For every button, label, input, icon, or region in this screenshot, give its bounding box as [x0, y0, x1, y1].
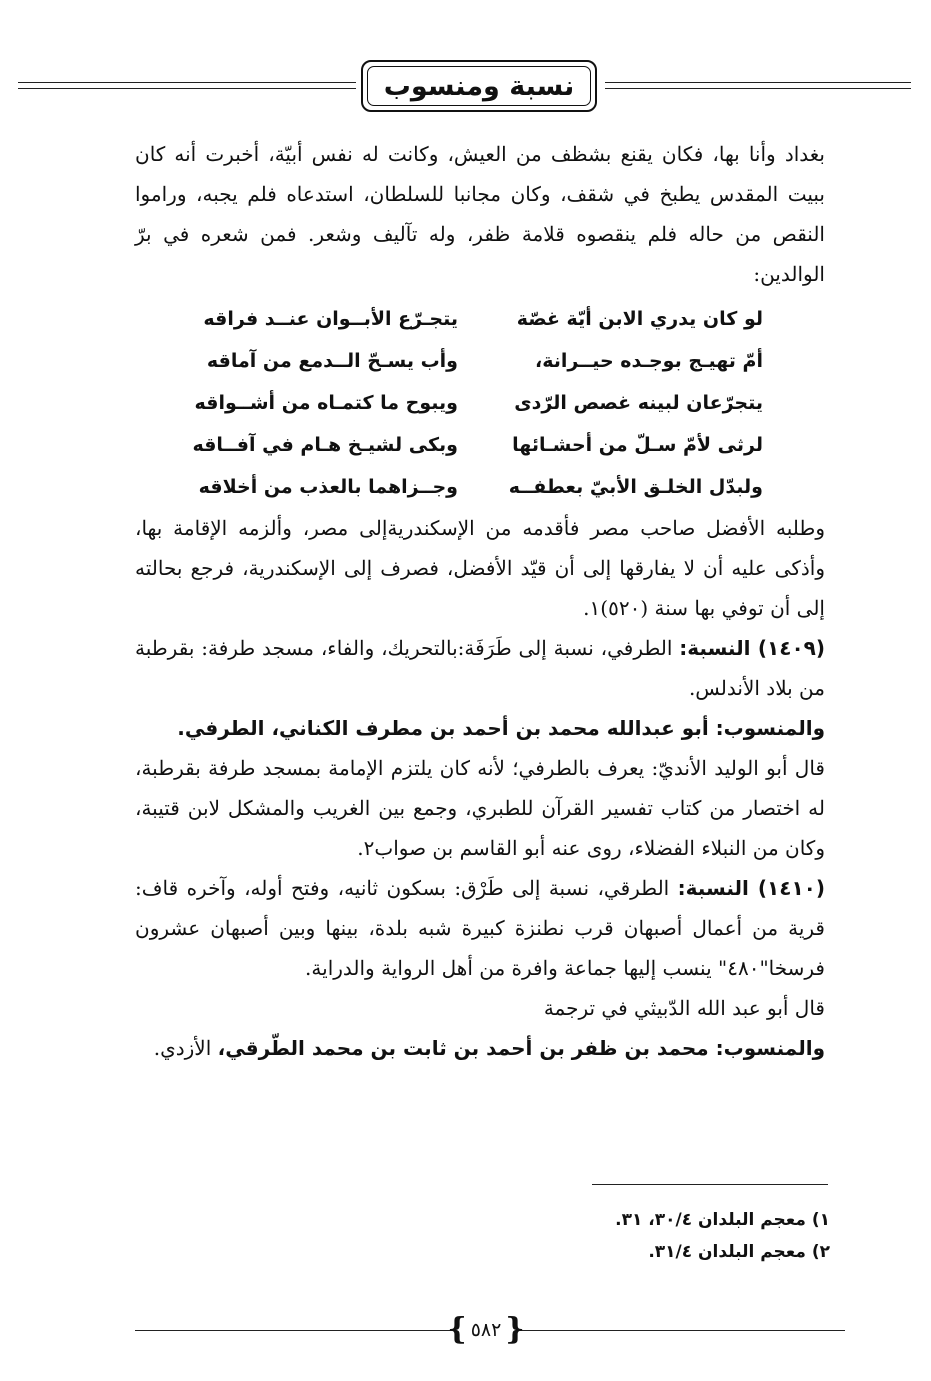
- page-number-box: [447, 1312, 525, 1348]
- entry-1409-detail: قال أبو الوليد الأنديّ: يعرف بالطرفي؛ لأنه كان يلتزم الإمامة بمسجد طرفة بقرطبة، له اختصار من كتاب تفسير القرآن للطبري، وجمع بين الغريب والمشكل لابن قتيبة، وكان من النبلاء الفضلاء، روى عنه أبو القاسم بن صواب٢.: [135, 756, 825, 860]
- header-frame-inner: [367, 66, 591, 106]
- main-text: [135, 134, 825, 1068]
- poem-verse: [135, 382, 763, 424]
- entry-1410-mansub-tail: الأزدي.: [153, 1036, 218, 1060]
- verse-first-hemistich: يتجرّعان لبينه غصص الرّدى: [514, 392, 763, 414]
- footnotes: [400, 1204, 830, 1268]
- verse-second-hemistich: يتجـرّع الأبــوان عنــد فراقه: [203, 308, 458, 330]
- header-rule-left-2: [18, 88, 356, 89]
- verse-first-hemistich: لرثى لأمّ سـلّ من أحشـائها: [512, 434, 763, 456]
- poem-verse: [135, 298, 763, 340]
- footnote-item: ٢) معجم البلدان ٣١/٤.: [648, 1242, 830, 1262]
- poem-verse: [135, 424, 763, 466]
- entry-1409: [135, 628, 825, 708]
- page-number: ٥٨٢: [470, 1319, 502, 1341]
- verse-first-hemistich: أمّ تهيـج بوجـده حيــرانة،: [535, 350, 763, 372]
- entry-1410-mansub-label: والمنسوب: محمد بن ظفر بن أحمد بن ثابت بن محمد الطّرقي،: [217, 1036, 825, 1060]
- page-number-rule-left: [135, 1330, 455, 1331]
- poem-verse: [135, 466, 763, 508]
- header-rule-left: [18, 82, 356, 83]
- entry-1410: [135, 868, 825, 988]
- verse-first-hemistich: لو كان يدري الابن أيّة غصّة: [516, 308, 763, 330]
- verse-first-hemistich: ولبدّل الخلـق الأبيّ بعطفــه: [508, 476, 763, 498]
- header-rule-right-2: [605, 88, 911, 89]
- paragraph-intro: بغداد وأنا بها، فكان يقنع بشظف من العيش، وكانت له نفس أبيّة، أخبرت أنه كان ببيت المقدس يطبخ في شقف، وكان مجانبا للسلطان، استدعاه فلم يجبه، وراموا النقص من حاله فلم ينقصوه قلامة ظفر، وله تآليف وشعر. فمن شعره في برّ الوالدين:: [135, 142, 825, 286]
- verse-second-hemistich: وأب يسـحّ الــدمع من آماقه: [206, 350, 458, 372]
- footnote-divider: [592, 1184, 828, 1185]
- entry-1409-text: الطرفي، نسبة إلى طَرَفَة:بالتحريك، والفاء، مسجد طرفة: بقرطبة من بلاد الأندلس.: [135, 636, 825, 700]
- entry-1410-label: (١٤١٠) النسبة:: [677, 876, 825, 900]
- entry-1410-note: قال أبو عبد الله الدّبيثي في ترجمة: [543, 996, 825, 1020]
- poem: [135, 298, 825, 508]
- paragraph-after-poem: وطلبه الأفضل صاحب مصر فأقدمه من الإسكندريةإلى مصر، وألزمه الإقامة بها، وأذكى عليه أن لا يفارقها إلى أن قيّد الأفضل، فصرف إلى الإسكندرية، فرجع بحالته إلى أن توفي بها سنة (٥٢٠)١.: [135, 516, 825, 620]
- page-title: نسبة ومنسوب: [383, 70, 575, 102]
- entry-1409-label: (١٤٠٩) النسبة:: [679, 636, 826, 660]
- verse-second-hemistich: ويبوح ما كتمـاه من أشــواقه: [194, 392, 458, 414]
- header-rule-right: [605, 82, 911, 83]
- brace-right-icon: }: [505, 1312, 525, 1347]
- entry-1410-text: الطرقي، نسبة إلى طَرْق: بسكون ثانيه، وفتح أوله، وآخره قاف: قرية من أعمال أصبهان قرب نطنزة كبيرة شبه بلدة، بينها وبين أصبهان عشرون فرسخا"٤٨٠" ينسب إليها جماعة وافرة من أهل الرواية والدراية.: [135, 876, 825, 980]
- brace-left-icon: {: [447, 1312, 467, 1347]
- page-number-rule-right: [520, 1330, 845, 1331]
- verse-second-hemistich: وجــزاهما بالعذب من أخلاقه: [198, 476, 458, 498]
- entry-1409-mansub: والمنسوب: أبو عبدالله محمد بن أحمد بن مطرف الكناني، الطرفي.: [177, 716, 825, 740]
- entry-1410-mansub: [135, 1028, 825, 1068]
- header-frame: [361, 60, 597, 112]
- footnote-item: ١) معجم البلدان ٣٠/٤، ٣١.: [615, 1210, 830, 1230]
- poem-verse: [135, 340, 763, 382]
- verse-second-hemistich: وبكى لشيـخ هـام في آفــاقه: [192, 434, 458, 456]
